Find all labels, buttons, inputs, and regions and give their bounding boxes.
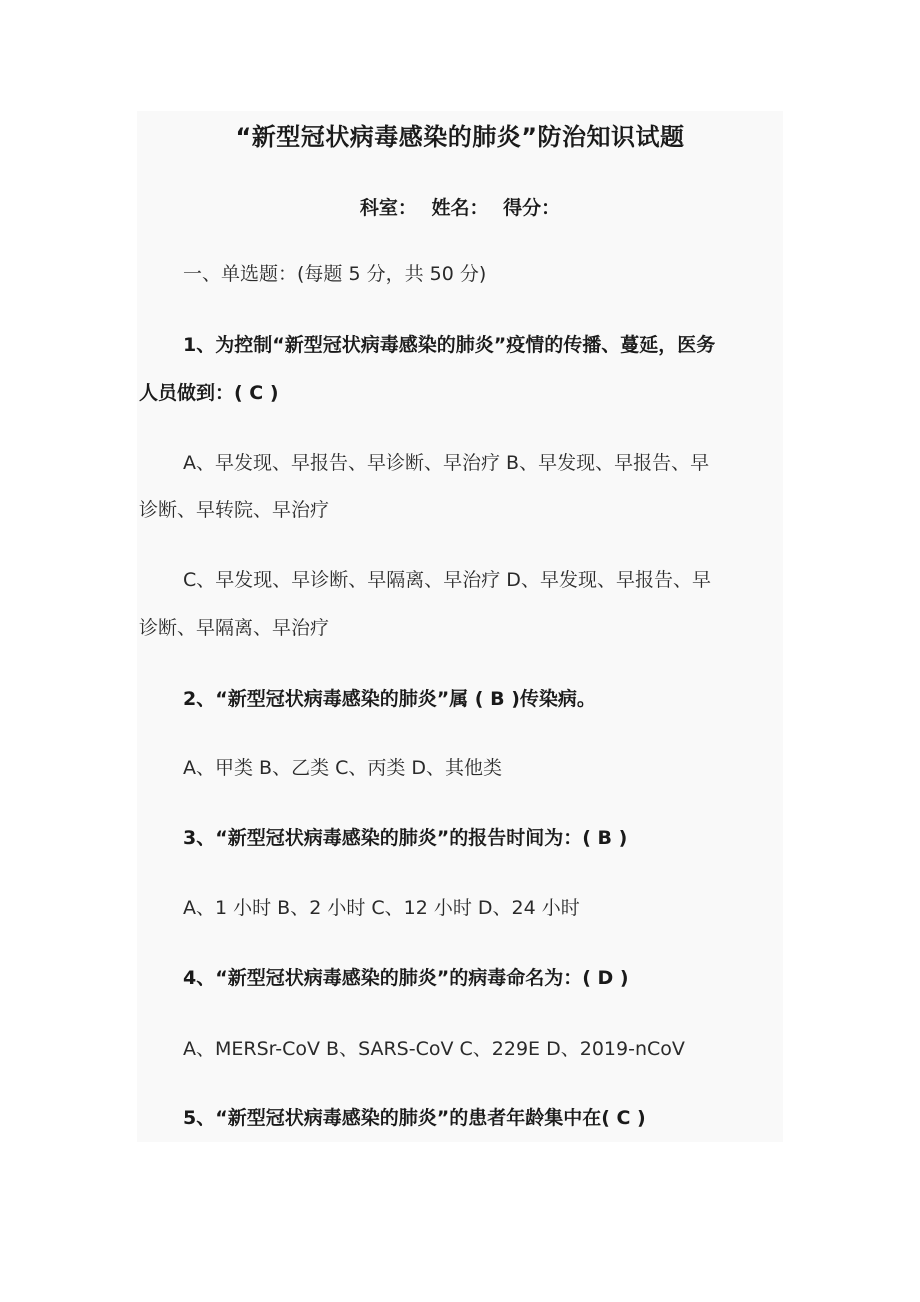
exam-header-fields	[0, 193, 920, 220]
score-label: 得分：	[503, 197, 561, 219]
question-4-text: 4、“新型冠状病毒感染的肺炎”的病毒命名为：( D )	[183, 967, 629, 989]
name-label: 姓名：	[431, 197, 489, 219]
question-4-options: A、MERSr-CoV B、SARS-CoV C、229E D、2019-nCoV	[183, 1038, 685, 1060]
question-1-options-cd-cont: 诊断、早隔离、早治疗	[139, 617, 330, 639]
question-2-options: A、甲类 B、乙类 C、丙类 D、其他类	[183, 757, 503, 779]
question-1-text: 1、为控制“新型冠状病毒感染的肺炎”疫情的传播、蔓延，医务	[183, 334, 716, 356]
question-3-options: A、1 小时 B、2 小时 C、12 小时 D、24 小时	[183, 897, 580, 919]
question-1-options-ab-cont: 诊断、早转院、早治疗	[139, 499, 330, 521]
question-3-text: 3、“新型冠状病毒感染的肺炎”的报告时间为：( B )	[183, 827, 628, 849]
question-1-options-cd: C、早发现、早诊断、早隔离、早治疗 D、早发现、早报告、早	[183, 569, 711, 591]
question-1-text-cont: 人员做到：( C )	[139, 382, 279, 404]
question-1-options-ab: A、早发现、早报告、早诊断、早治疗 B、早发现、早报告、早	[183, 452, 710, 474]
question-5-text: 5、“新型冠状病毒感染的肺炎”的患者年龄集中在( C )	[183, 1107, 646, 1129]
dept-label: 科室：	[359, 197, 417, 219]
question-2-text: 2、“新型冠状病毒感染的肺炎”属 ( B )传染病。	[183, 688, 596, 710]
section-heading: 一、单选题：(每题 5 分，共 50 分)	[183, 263, 487, 285]
document-title: “新型冠状病毒感染的肺炎”防治知识试题	[235, 123, 685, 151]
